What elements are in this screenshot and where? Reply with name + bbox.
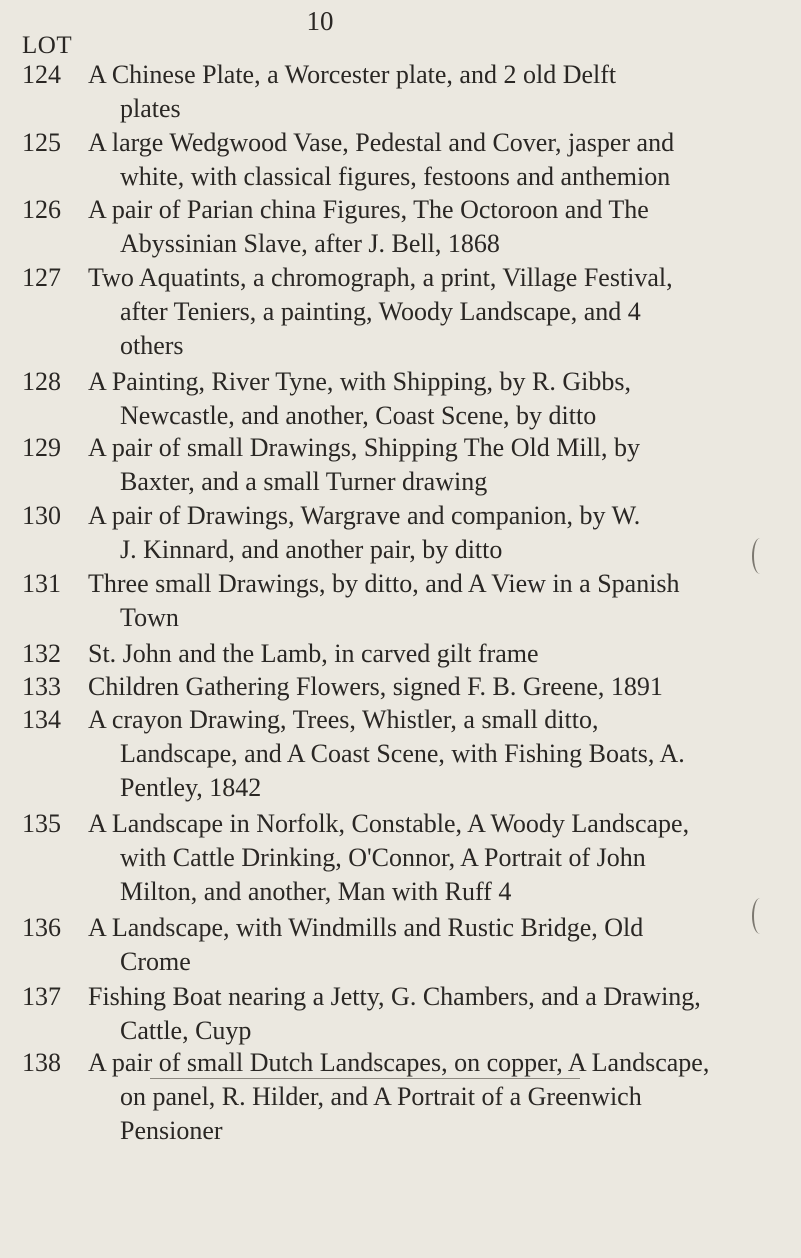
lot-description-line: Baxter, and a small Turner drawing: [120, 467, 488, 496]
lot-number: 131: [22, 569, 61, 598]
divider-rule: [150, 1078, 580, 1079]
lot-number: 128: [22, 367, 61, 396]
page-edge-mark: [752, 898, 768, 934]
lot-description: [88, 1046, 788, 1148]
lot-description-line: white, with classical figures, festoons and anthemion: [120, 162, 671, 191]
lot-description-line: A Painting, River Tyne, with Shipping, by R. Gibbs,: [88, 367, 632, 396]
lot-description-line: others: [120, 331, 184, 360]
lot-description-line: Fishing Boat nearing a Jetty, G. Chambers, and a Drawing,: [88, 982, 701, 1011]
lot-description-line: Milton, and another, Man with Ruff 4: [120, 877, 512, 906]
lot-description-line: A large Wedgwood Vase, Pedestal and Cover, jasper and: [88, 128, 675, 157]
lot-description-line: on panel, R. Hilder, and A Portrait of a Greenwich: [120, 1082, 642, 1111]
lot-number: 137: [22, 982, 61, 1011]
lot-description: [88, 365, 788, 433]
lot-description-line: St. John and the Lamb, in carved gilt frame: [88, 639, 539, 668]
lot-description-line: Crome: [120, 947, 191, 976]
lot-description-line: A Landscape, with Windmills and Rustic Bridge, Old: [88, 913, 644, 942]
lot-description-line: A pair of Parian china Figures, The Octoroon and The: [88, 195, 649, 224]
lot-description: [88, 637, 788, 671]
lot-number: 130: [22, 501, 61, 530]
lot-description: [88, 911, 788, 979]
lot-description-line: Three small Drawings, by ditto, and A View in a Spanish: [88, 569, 680, 598]
lot-description: [88, 193, 788, 261]
lot-description-line: Pensioner: [120, 1116, 223, 1145]
lot-description-line: Two Aquatints, a chromograph, a print, Village Festival,: [88, 263, 673, 292]
lot-description-line: after Teniers, a painting, Woody Landscape, and 4: [120, 297, 641, 326]
lot-description-line: A crayon Drawing, Trees, Whistler, a small ditto,: [88, 705, 599, 734]
lot-description-line: Landscape, and A Coast Scene, with Fishing Boats, A.: [120, 739, 685, 768]
lot-description: [88, 980, 788, 1048]
lot-number: 133: [22, 672, 61, 701]
lot-description-line: A Chinese Plate, a Worcester plate, and 2 old Delft: [88, 60, 617, 89]
lot-number: 138: [22, 1048, 61, 1077]
lot-description: [88, 670, 788, 704]
lot-description: [88, 126, 788, 194]
lot-description: [88, 431, 788, 499]
page-edge-mark: [752, 538, 768, 574]
lot-description-line: Pentley, 1842: [120, 773, 262, 802]
lot-description-line: Town: [120, 603, 179, 632]
lot-description-line: Cattle, Cuyp: [120, 1016, 252, 1045]
lot-description-line: J. Kinnard, and another pair, by ditto: [120, 535, 503, 564]
lot-description-line: Newcastle, and another, Coast Scene, by ditto: [120, 401, 597, 430]
lot-number: 135: [22, 809, 61, 838]
lot-number: 127: [22, 263, 61, 292]
lot-description: [88, 261, 788, 363]
lot-description: [88, 567, 788, 635]
lot-description-line: plates: [120, 94, 181, 123]
lot-number: 136: [22, 913, 61, 942]
lot-description-line: A pair of small Dutch Landscapes, on copper, A Landscape,: [88, 1048, 710, 1077]
lot-description-line: Abyssinian Slave, after J. Bell, 1868: [120, 229, 500, 258]
lot-description: [88, 703, 788, 805]
lot-column-header: LOT: [22, 32, 73, 59]
lot-number: 126: [22, 195, 61, 224]
lot-description-line: A pair of small Drawings, Shipping The Old Mill, by: [88, 433, 640, 462]
lot-description-line: Children Gathering Flowers, signed F. B. Greene, 1891: [88, 672, 663, 701]
lot-number: 132: [22, 639, 61, 668]
lot-description: [88, 807, 788, 909]
lot-description-line: A pair of Drawings, Wargrave and companion, by W.: [88, 501, 641, 530]
lot-description-line: A Landscape in Norfolk, Constable, A Woody Landscape,: [88, 809, 690, 838]
page-number: 10: [306, 6, 334, 36]
lot-number: 134: [22, 705, 61, 734]
lot-description: [88, 499, 788, 567]
lot-description-line: with Cattle Drinking, O'Connor, A Portrait of John: [120, 843, 646, 872]
lot-number: 129: [22, 433, 61, 462]
lot-number: 125: [22, 128, 61, 157]
lot-description: [88, 58, 788, 126]
lot-number: 124: [22, 60, 61, 89]
